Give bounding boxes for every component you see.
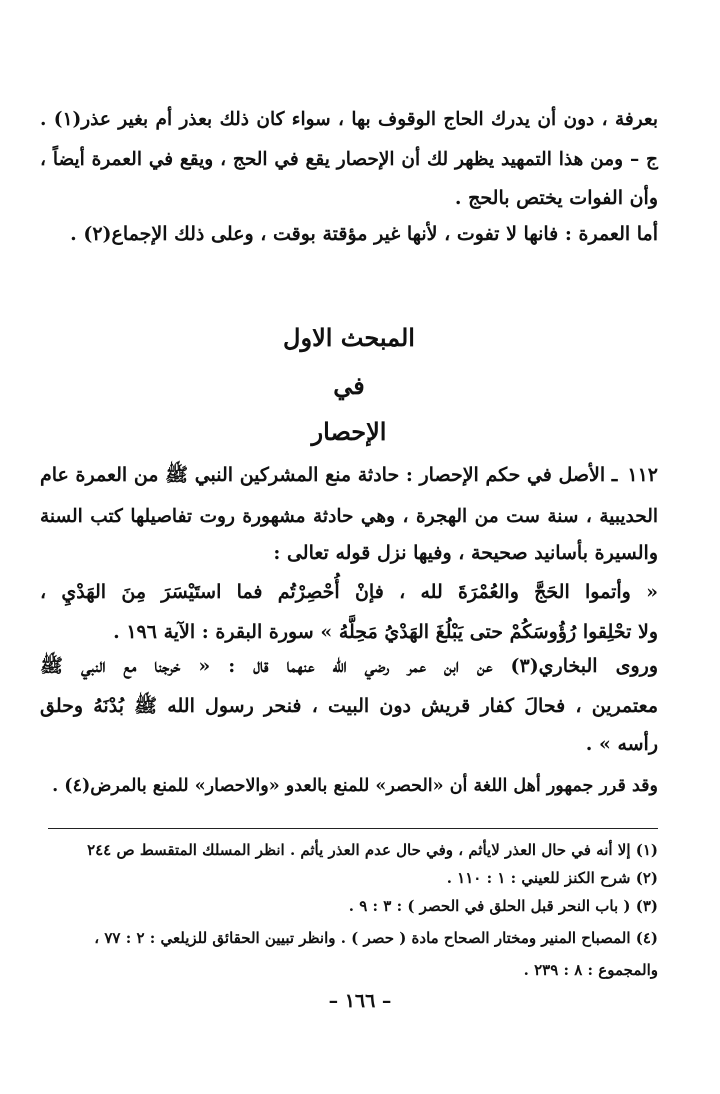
- footnote-separator: [48, 828, 658, 829]
- footnote-4-continuation: والمجموع : ٨ : ٢٣٩ .: [523, 961, 658, 979]
- body-line-last: وقد قرر جمهور أهل اللغة أن «الحصر» للمنع بالعدو «والاحصار» للمنع بالمرض(٤) .: [52, 776, 658, 796]
- section-heading-preposition: في: [333, 371, 365, 400]
- body-line-4: أما العمرة : فانها لا تفوت ، لأنها غير مؤقتة بوقت ، وعلى ذلك الإجماع(٢) .: [70, 223, 658, 245]
- section-first-line: [40, 460, 658, 490]
- hadith-line-1: وروى البخاري(٣) عن ابن عمر رضي الله عنهما قال : « خرجنا مع النبي ﷺ: [40, 655, 658, 677]
- footnote-4: (٤) المصباح المنير ومختار الصحاح مادة ( حصر ) . وانظر تبيين الحقائق للزيلعي : ٢ : ٧٧ ،: [94, 929, 658, 947]
- section-heading-subject: الإحصار: [311, 417, 387, 446]
- section-number: ١١٢: [627, 464, 658, 486]
- body-line-7: والسيرة بأسانيد صحيحة ، وفيها نزل قوله تعالى :: [273, 542, 658, 564]
- body-line-3: وأن الفوات يختص بالحج .: [454, 187, 658, 209]
- page-number: – ١٦٦ –: [328, 990, 392, 1012]
- footnote-2: (٢) شرح الكنز للعيني : ١ : ١١٠ .: [446, 869, 658, 887]
- body-line-2: ج – ومن هذا التمهيد يظهر لك أن الإحصار يقع في الحج ، ويقع في العمرة أيضاً ،: [40, 149, 658, 170]
- footnote-3: (٣) ( باب النحر قبل الحلق في الحصر ) : ٣ : ٩ .: [348, 897, 658, 915]
- quran-verse-line-2: ولا تحْلِقوا رُؤُوسَكُمْ حتى يَبْلُغَ الهَدْيُ مَحِلَّهُ » سورة البقرة : الآية ١٩٦ .: [113, 621, 658, 643]
- footnote-1: (١) إلا أنه في حال العذر لايأثم ، وفي حال عدم العذر يأثم . انظر المسلك المتقسط ص ٢٤٤: [87, 841, 658, 859]
- quran-verse-line-1: « وأتموا الحَجَّ والعُمْرَةَ لله ، فإنْ أُحْصِرْتُم فما استَيْسَرَ مِنَ الهَدْيِ ،: [40, 581, 658, 603]
- body-line-1: بعرفة ، دون أن يدرك الحاج الوقوف بها ، سواء كان ذلك بعذر أم بغير عذر(١) .: [40, 109, 658, 130]
- hadith-line-2: معتمرين ، فحالَ كفار قريش دون البيت ، فنحر رسول الله ﷺ بُدْنَهُ وحلق: [40, 695, 658, 717]
- section-first-line-text: ـ الأصل في حكم الإحصار : حادثة منع المشركين النبي ﷺ من العمرة عام: [40, 464, 618, 486]
- section-heading-title: المبحث الاول: [283, 323, 415, 352]
- body-line-6: الحديبية ، سنة ست من الهجرة ، وهي حادثة مشهورة روت تفاصيلها كتب السنة: [40, 506, 658, 527]
- hadith-line-3: رأسه » .: [585, 733, 658, 755]
